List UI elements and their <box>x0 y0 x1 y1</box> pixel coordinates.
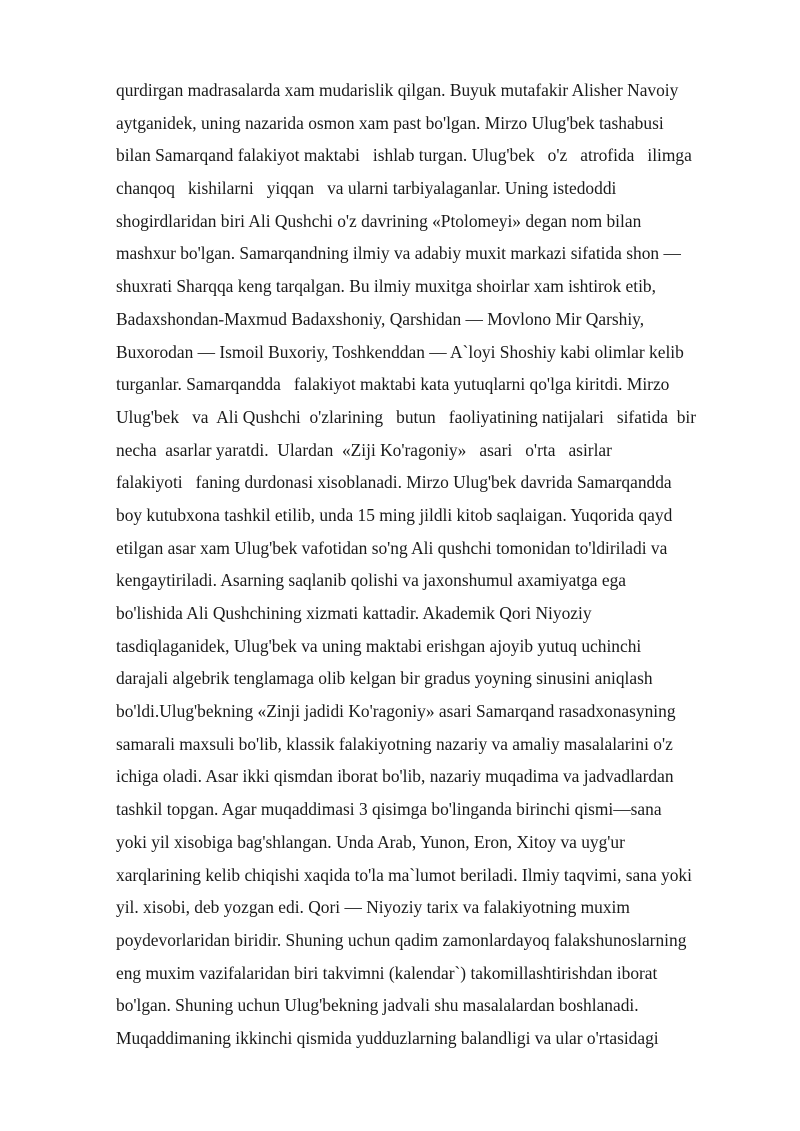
text-line: necha asarlar yaratdi. Ulardan «Ziji Ko'ragoniy» asari o'rta asirlar <box>116 439 612 460</box>
text-line: etilgan asar xam Ulug'bek vafotidan so'ng Ali qushchi tomonidan to'ldiriladi va <box>116 537 668 558</box>
text-line: yoki yil xisobiga bag'shlangan. Unda Arab, Yunon, Eron, Xitoy va uyg'ur <box>116 831 625 852</box>
text-line: chanqoq kishilarni yiqqan va ularni tarbiyalaganlar. Uning istedoddi <box>116 178 617 199</box>
text-line: boy kutubxona tashkil etilib, unda 15 ming jildli kitob saqlaigan. Yuqorida qayd <box>116 504 673 525</box>
text-line: samarali maxsuli bo'lib, klassik falakiyotning nazariy va amaliy masalalarini o'z <box>116 733 673 754</box>
text-line: Muqaddimaning ikkinchi qismida yudduzlarning balandligi va ular o'rtasidagi <box>116 1027 659 1048</box>
text-line: qurdirgan madrasalarda xam mudarislik qilgan. Buyuk mutafakir Alisher Navoiy <box>116 80 679 100</box>
text-line: bo'lgan. Shuning uchun Ulug'bekning jadvali shu masalalardan boshlanadi. <box>116 995 639 1016</box>
text-line: mashxur bo'lgan. Samarqandning ilmiy va adabiy muxit markazi sifatida shon — <box>116 243 681 264</box>
text-line: tashkil topgan. Agar muqaddimasi 3 qisimga bo'linganda birinchi qismi—sana <box>116 799 662 820</box>
text-line: kengaytiriladi. Asarning saqlanib qolishi va jaxonshumul axamiyatga ega <box>116 570 627 591</box>
text-line: shogirdlaridan biri Ali Qushchi o'z davrining «Ptolomeyi» degan nom bilan <box>116 210 642 231</box>
text-line: Badaxshondan-Maxmud Badaxshoniy, Qarshidan — Movlono Mir Qarshiy, <box>116 308 645 329</box>
text-line: yil. xisobi, deb yozgan edi. Qori — Niyoziy tarix va falakiyotning muxim <box>116 897 630 918</box>
text-line: bo'lishida Ali Qushchining xizmati kattadir. Akademik Qori Niyoziy <box>116 603 592 623</box>
text-line: tasdiqlaganidek, Ulug'bek va uning maktabi erishgan ajoyib yutuq uchinchi <box>116 635 642 656</box>
text-line: ichiga oladi. Asar ikki qismdan iborat bo'lib, nazariy muqadima va jadvadlardan <box>116 766 674 787</box>
text-line: eng muxim vazifalaridan biri takvimni (kalendar`) takomillashtirishdan iborat <box>116 962 658 983</box>
text-line: bilan Samarqand falakiyot maktabi ishlab turgan. Ulug'bek o'z atrofida ilimga <box>116 145 692 166</box>
text-line: xarqlarining kelib chiqishi xaqida to'la ma`lumot beriladi. Ilmiy taqvimi, sana yoki <box>116 864 692 885</box>
text-line: aytganidek, uning nazarida osmon xam past bo'lgan. Mirzo Ulug'bek tashabusi <box>116 112 664 133</box>
body-text <box>116 74 746 1055</box>
text-line: Buxorodan — Ismoil Buxoriy, Toshkenddan — A`loyi Shoshiy kabi olimlar kelib <box>116 341 684 362</box>
text-line: darajali algebrik tenglamaga olib kelgan bir gradus yoyning sinusini aniqlash <box>116 668 653 689</box>
text-line: Ulug'bek va Ali Qushchi o'zlarining butun faoliyatining natijalari sifatida bir <box>116 406 697 427</box>
text-line: turganlar. Samarqandda falakiyot maktabi kata yutuqlarni qo'lga kiritdi. Mirzo <box>116 374 670 395</box>
text-line: shuxrati Sharqqa keng tarqalgan. Bu ilmiy muxitga shoirlar xam ishtirok etib, <box>116 276 656 297</box>
text-line: bo'ldi.Ulug'bekning «Zinji jadidi Ko'ragoniy» asari Samarqand rasadxonasyning <box>116 701 676 722</box>
text-line: poydevorlaridan biridir. Shuning uchun qadim zamonlardayoq falakshunoslarning <box>116 929 687 950</box>
text-line: falakiyoti faning durdonasi xisoblanadi. Mirzo Ulug'bek davrida Samarqandda <box>116 472 672 493</box>
